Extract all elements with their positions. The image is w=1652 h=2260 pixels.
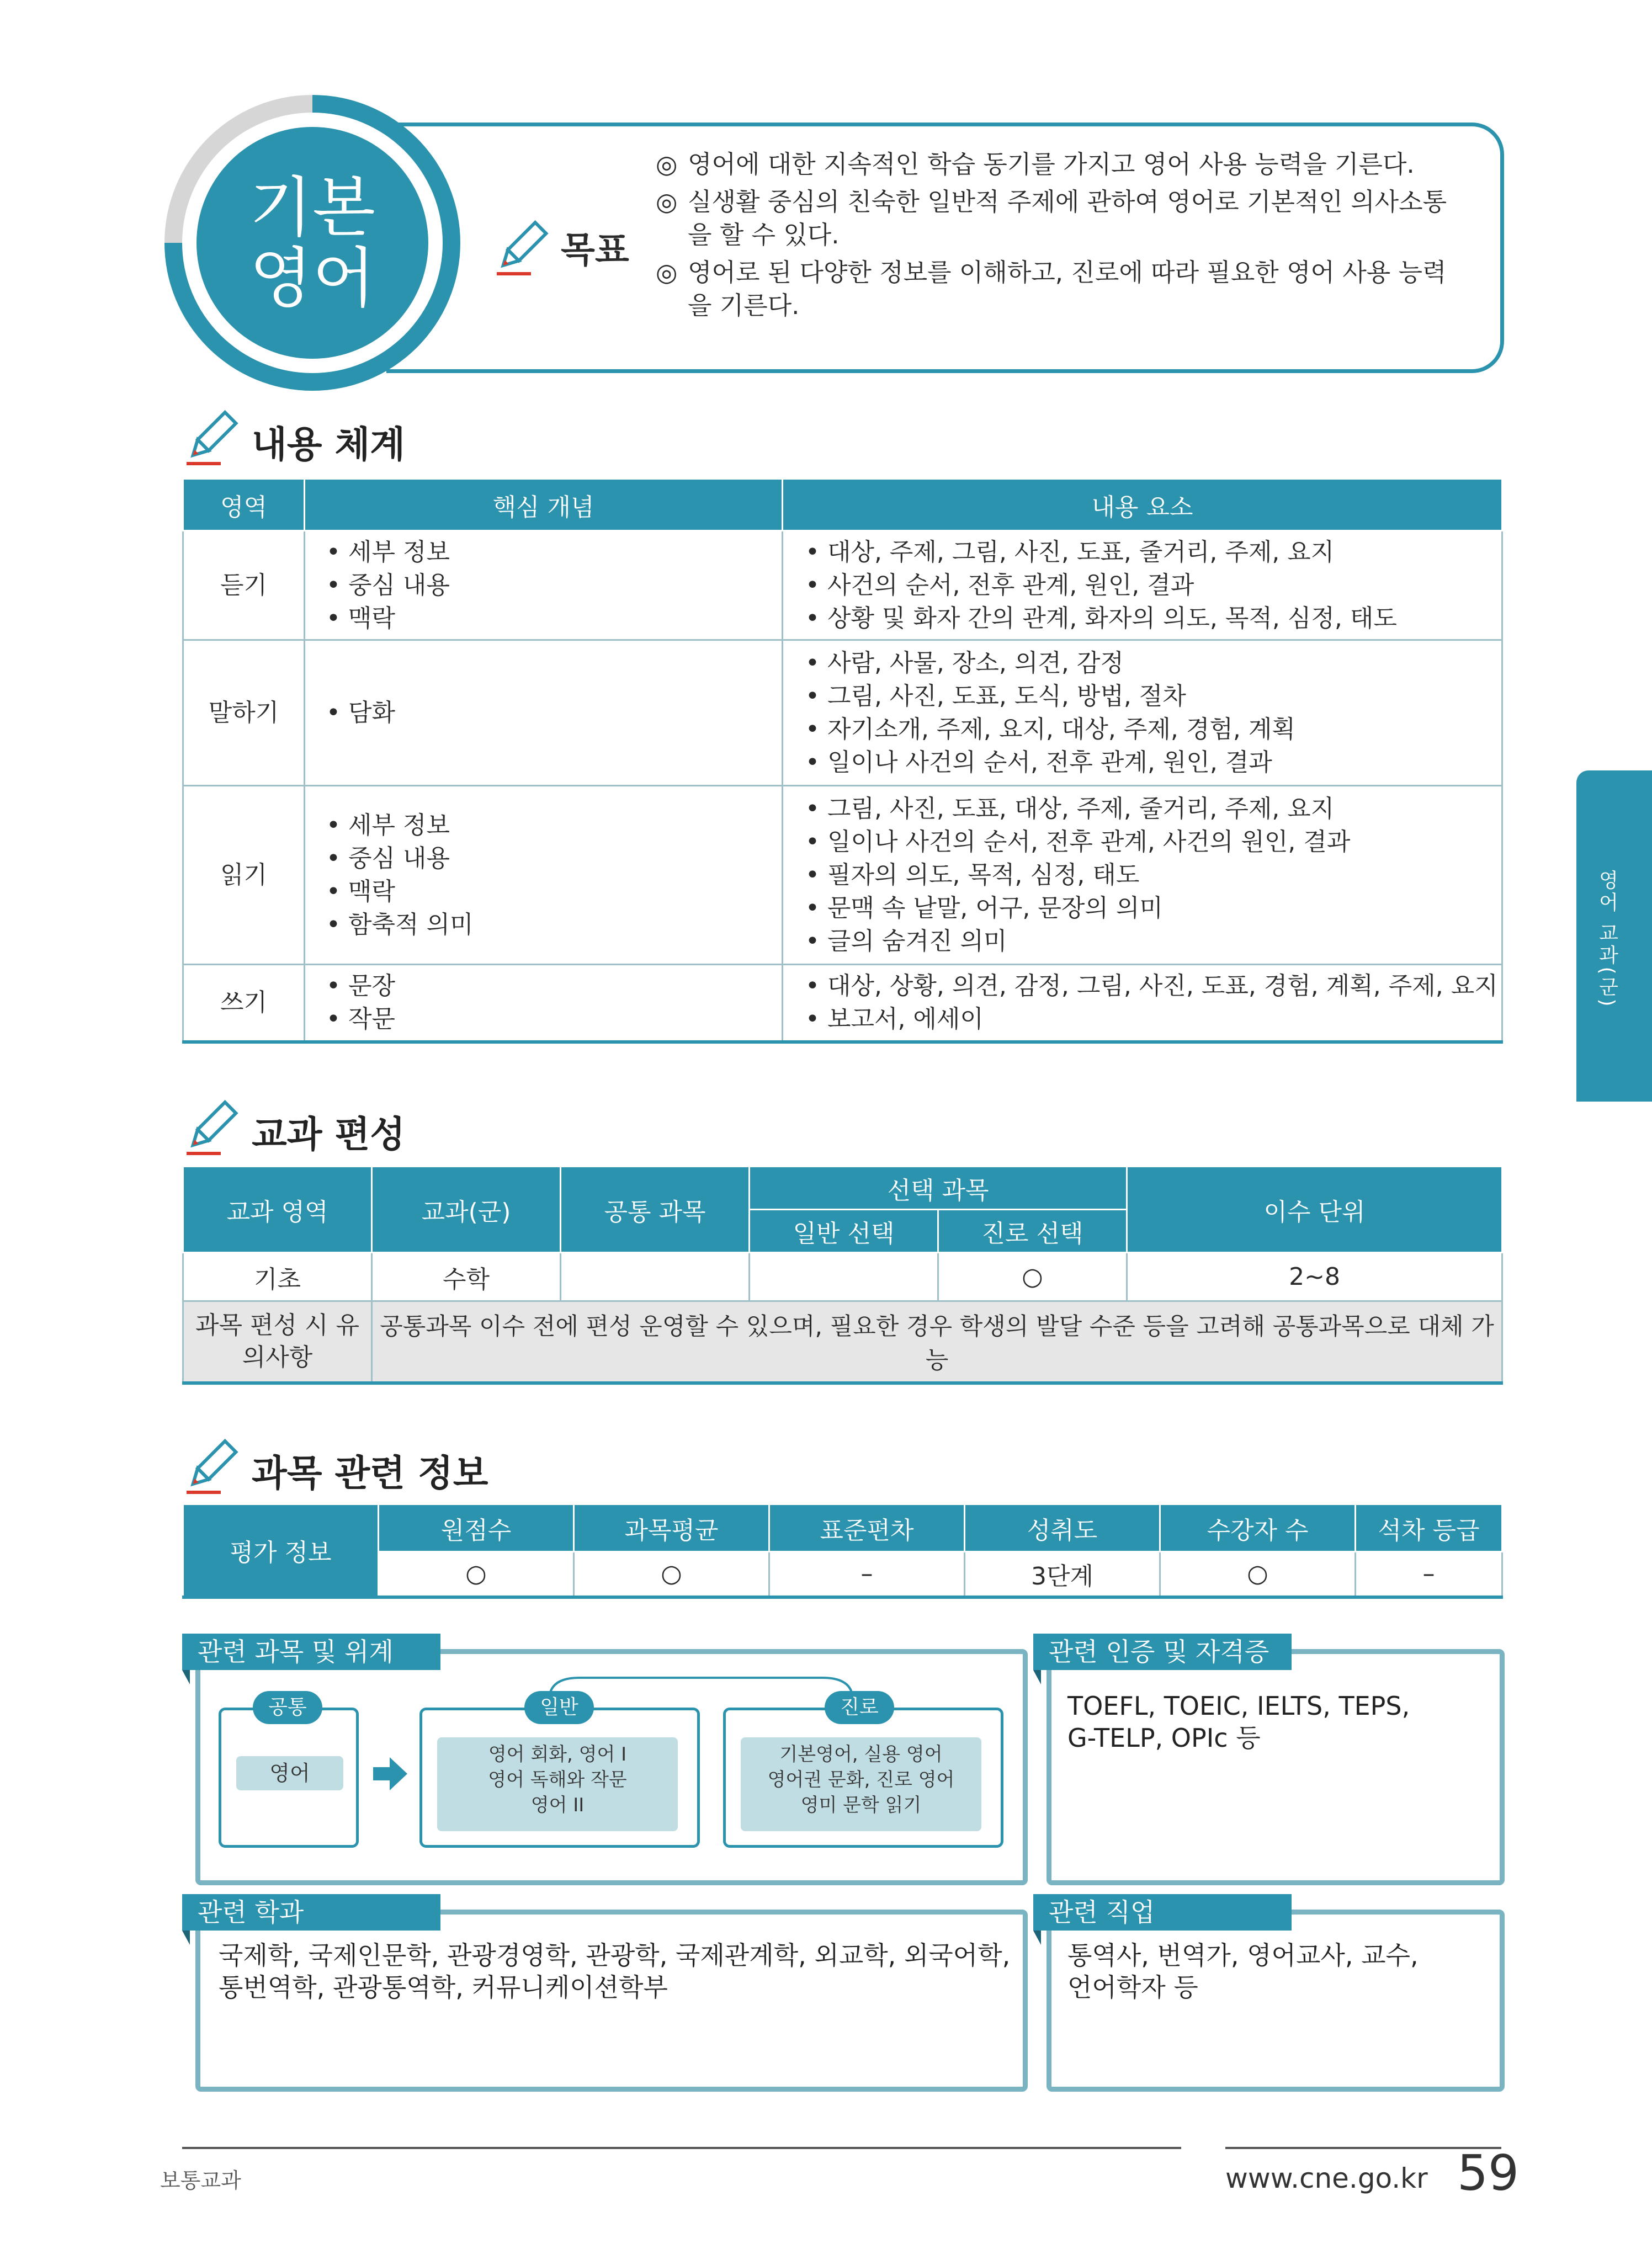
section-title-content: 내용 체계 xyxy=(252,423,406,466)
career-pill: 진로 xyxy=(825,1691,894,1724)
value-cell: – xyxy=(769,1552,965,1597)
career-cell: ○ xyxy=(938,1253,1127,1301)
concepts-cell: • 세부 정보 • 중심 내용 • 맥락 • 함축적 의미 xyxy=(305,786,783,965)
area-cell: 기초 xyxy=(183,1253,372,1301)
elements-cell: • 사람, 사물, 장소, 의견, 감정 • 그림, 사진, 도표, 도식, 방법, 절차 • 자기소개, 주제, 요지, 대상, 주제, 경험, 계획 • 일이나 사건의 순서, 전후 관계, 원인, 결과 xyxy=(783,640,1502,786)
subject-cell: 수학 xyxy=(372,1253,561,1301)
goal-item: ◎ 영어에 대한 지속적인 학습 동기를 가지고 영어 사용 능력을 기른다. xyxy=(656,150,1415,179)
column-header: 진로 선택 xyxy=(938,1210,1127,1253)
pencil-icon xyxy=(182,1435,243,1496)
value-cell: ○ xyxy=(574,1552,769,1597)
related-subjects-tab: 관련 과목 및 위계 xyxy=(182,1634,440,1670)
footer-section: 보통교과 xyxy=(160,2168,241,2193)
area-cell: 듣기 xyxy=(183,531,305,640)
evaluation-table xyxy=(182,1503,1503,1599)
pencil-icon xyxy=(182,406,243,467)
column-header: 선택 과목 xyxy=(750,1167,1127,1210)
column-header: 교과(군) xyxy=(372,1167,561,1253)
common-pill: 공통 xyxy=(253,1691,322,1724)
departments-tab: 관련 학과 xyxy=(182,1894,440,1931)
table-row xyxy=(183,640,1502,786)
area-cell: 쓰기 xyxy=(183,965,305,1042)
concepts-cell: • 문장 • 작문 xyxy=(305,965,783,1042)
elements-cell: • 대상, 주제, 그림, 사진, 도표, 줄거리, 주제, 요지 • 사건의 순서, 전후 관계, 원인, 결과 • 상황 및 화자 간의 관계, 화자의 의도, 목적, 심정, 태도 xyxy=(783,531,1502,640)
table-row xyxy=(183,531,1502,640)
column-header: 석차 등급 xyxy=(1356,1504,1502,1552)
column-header: 원점수 xyxy=(379,1504,574,1552)
column-header: 표준편차 xyxy=(769,1504,965,1552)
certifications-text: TOEFL, TOEIC, IELTS, TEPS, G-TELP, OPIc 등 xyxy=(1067,1691,1410,1753)
concepts-cell: • 담화 xyxy=(305,640,783,786)
table-row xyxy=(183,965,1502,1042)
general-pill: 일반 xyxy=(524,1691,594,1724)
column-header: 이수 단위 xyxy=(1127,1167,1502,1253)
note-text: 공통과목 이수 전에 편성 운영할 수 있으며, 필요한 경우 학생의 발달 수준 등을 고려해 공통과목으로 대체 가능 xyxy=(372,1301,1502,1383)
goal-label: 목표 xyxy=(561,230,629,271)
pencil-icon xyxy=(182,1096,243,1157)
table-row xyxy=(183,1253,1502,1301)
section-title-curriculum: 교과 편성 xyxy=(252,1113,406,1156)
connector-line xyxy=(546,1673,856,1701)
value-cell: – xyxy=(1356,1552,1502,1597)
jobs-text: 통역사, 번역가, 영어교사, 교수, 언어학자 등 xyxy=(1067,1940,1419,2002)
value-cell: ○ xyxy=(379,1552,574,1597)
departments-text: 국제학, 국제인문학, 관광경영학, 관광학, 국제관계학, 외교학, 외국어학, 통번역학, 관광통역학, 커뮤니케이션학부 xyxy=(219,1940,1011,2002)
column-header: 성취도 xyxy=(965,1504,1160,1552)
units-cell: 2~8 xyxy=(1127,1253,1502,1301)
goal-item: ◎ 실생활 중심의 친숙한 일반적 주제에 관하여 영어로 기본적인 의사소통을 할 수 있다. xyxy=(656,187,1447,249)
column-header: 일반 선택 xyxy=(750,1210,938,1253)
title-badge-ring xyxy=(164,95,460,391)
table-row xyxy=(183,1552,1502,1597)
badge-line-2: 영어 xyxy=(249,240,375,316)
title-badge xyxy=(196,127,428,359)
table-row xyxy=(183,1301,1502,1383)
area-cell: 말하기 xyxy=(183,640,305,786)
certifications-tab: 관련 인증 및 자격증 xyxy=(1033,1634,1292,1670)
column-header: 내용 요소 xyxy=(783,479,1502,531)
common-cell xyxy=(561,1253,750,1301)
column-header: 영역 xyxy=(183,479,305,531)
goal-list xyxy=(656,148,1467,327)
side-tab[interactable]: 영어 교과(군) xyxy=(1576,770,1652,1102)
section-title-subject-info: 과목 관련 정보 xyxy=(252,1452,488,1495)
area-cell: 읽기 xyxy=(183,786,305,965)
career-subjects: 기본영어, 실용 영어 영어권 문화, 진로 영어 영미 문학 읽기 xyxy=(741,1737,981,1831)
table-row xyxy=(183,786,1502,965)
common-subject: 영어 xyxy=(236,1756,343,1790)
footer-divider xyxy=(182,2147,1181,2149)
jobs-tab: 관련 직업 xyxy=(1033,1894,1292,1931)
general-subjects: 영어 회화, 영어 I 영어 독해와 작문 영어 II xyxy=(437,1737,678,1831)
column-header: 수강자 수 xyxy=(1160,1504,1356,1552)
value-cell: ○ xyxy=(1160,1552,1356,1597)
column-header: 공통 과목 xyxy=(561,1167,750,1253)
pencil-icon xyxy=(492,216,553,277)
badge-line-1: 기본 xyxy=(249,169,375,246)
footer-url[interactable]: www.cne.go.kr xyxy=(1225,2162,1428,2194)
page-number: 59 xyxy=(1457,2145,1519,2201)
content-system-table xyxy=(182,478,1503,1044)
goal-item: ◎ 영어로 된 다양한 정보를 이해하고, 진로에 따라 필요한 영어 사용 능력을 기른다. xyxy=(656,258,1447,320)
column-header: 교과 영역 xyxy=(183,1167,372,1253)
eval-label: 평가 정보 xyxy=(183,1504,379,1597)
column-header: 핵심 개념 xyxy=(305,479,783,531)
concepts-cell: • 세부 정보 • 중심 내용 • 맥락 xyxy=(305,531,783,640)
certifications-box xyxy=(1047,1649,1505,1885)
note-label: 과목 편성 시 유의사항 xyxy=(183,1301,372,1383)
curriculum-table xyxy=(182,1166,1503,1385)
arrow-right-icon xyxy=(373,1757,407,1790)
elements-cell: • 그림, 사진, 도표, 대상, 주제, 줄거리, 주제, 요지 • 일이나 사건의 순서, 전후 관계, 사건의 원인, 결과 • 필자의 의도, 목적, 심정, 태도 • 문맥 속 낱말, 어구, 문장의 의미 • 글의 숨겨진 의미 xyxy=(783,786,1502,965)
column-header: 과목평균 xyxy=(574,1504,769,1552)
general-cell xyxy=(750,1253,938,1301)
elements-cell: • 대상, 상황, 의견, 감정, 그림, 사진, 도표, 경험, 계획, 주제, 요지 • 보고서, 에세이 xyxy=(783,965,1502,1042)
value-cell: 3단계 xyxy=(965,1552,1160,1597)
